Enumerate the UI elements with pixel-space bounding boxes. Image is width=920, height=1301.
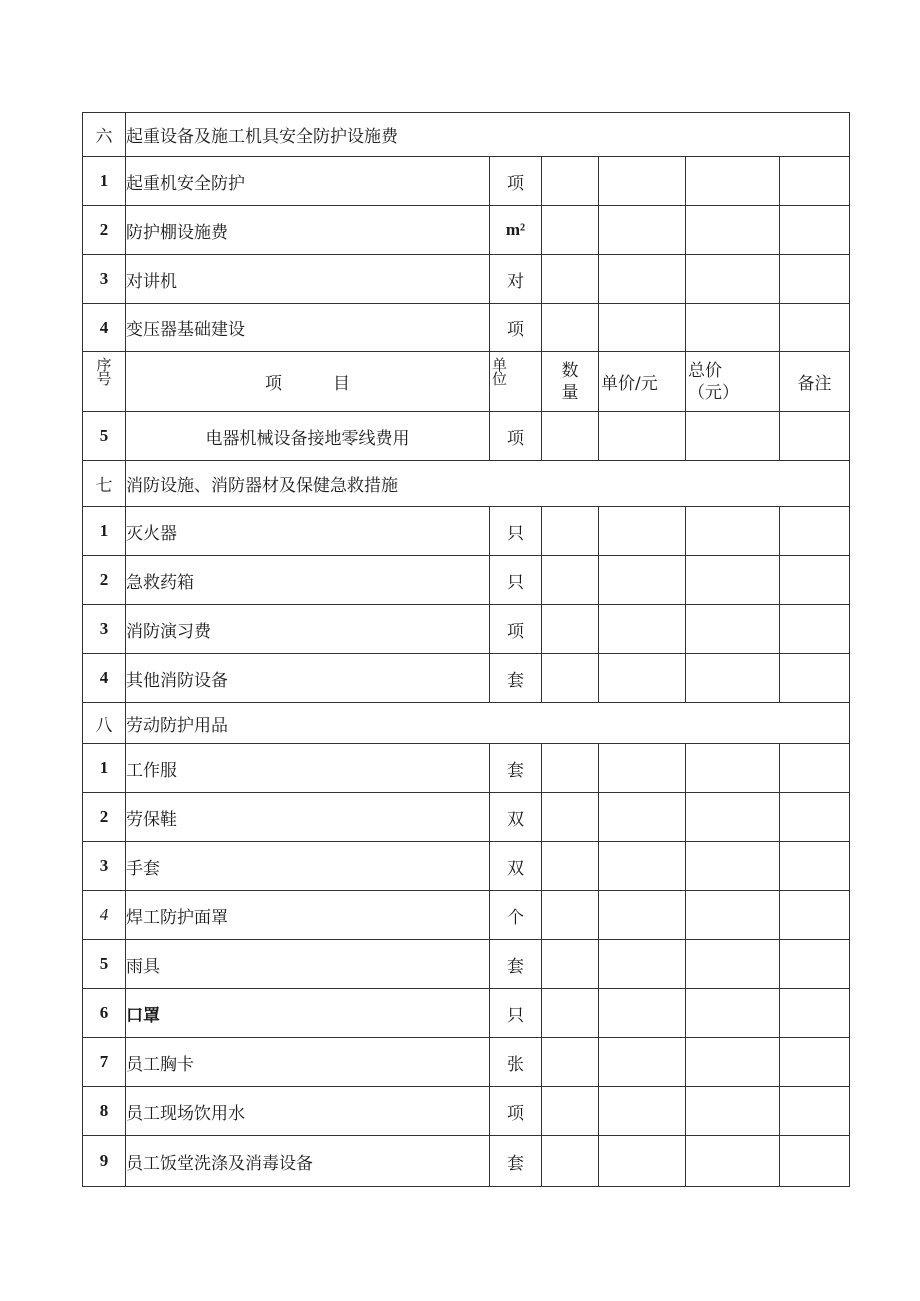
item-unit: 项 [490, 304, 542, 352]
header-quantity-line-1: 数 [561, 360, 579, 381]
row-number: 1 [83, 744, 126, 793]
item-unit: 套 [490, 940, 542, 989]
table-row [83, 507, 850, 556]
qty-cell[interactable] [542, 940, 599, 989]
remark-cell[interactable] [780, 1087, 850, 1136]
section-title: 劳动防护用品 [126, 703, 850, 744]
section-title: 消防设施、消防器材及保健急救措施 [126, 461, 850, 507]
item-unit: 双 [490, 793, 542, 842]
remark-cell[interactable] [780, 989, 850, 1038]
qty-cell[interactable] [542, 891, 599, 940]
remark-cell[interactable] [780, 255, 850, 304]
table-row [83, 1087, 850, 1136]
unit-price-cell[interactable] [599, 744, 686, 793]
table-row [83, 989, 850, 1038]
table-row [83, 412, 850, 461]
table-row [83, 1136, 850, 1187]
qty-cell[interactable] [542, 157, 599, 206]
unit-price-cell[interactable] [599, 891, 686, 940]
remark-cell[interactable] [780, 891, 850, 940]
unit-price-cell[interactable] [599, 842, 686, 891]
total-price-cell[interactable] [686, 605, 780, 654]
item-unit: 只 [490, 556, 542, 605]
header-number-line-1: 序 [96, 356, 112, 374]
row-number: 7 [83, 1038, 126, 1087]
item-name: 员工胸卡 [126, 1038, 490, 1087]
section-title: 起重设备及施工机具安全防护设施费 [126, 113, 850, 157]
table-row [83, 206, 850, 255]
header-quantity [542, 352, 599, 412]
row-number: 5 [83, 412, 126, 461]
row-number: 5 [83, 940, 126, 989]
total-price-cell[interactable] [686, 255, 780, 304]
qty-cell[interactable] [542, 1038, 599, 1087]
unit-price-cell[interactable] [599, 989, 686, 1038]
unit-price-cell[interactable] [599, 206, 686, 255]
section-row [83, 703, 850, 744]
item-name: 口罩 [126, 989, 490, 1038]
section-number: 八 [83, 703, 126, 744]
item-name: 手套 [126, 842, 490, 891]
qty-cell[interactable] [542, 1087, 599, 1136]
qty-cell[interactable] [542, 989, 599, 1038]
row-number: 3 [83, 842, 126, 891]
total-price-cell[interactable] [686, 507, 780, 556]
item-name: 消防演习费 [126, 605, 490, 654]
total-price-cell[interactable] [686, 1087, 780, 1136]
table-row [83, 255, 850, 304]
qty-cell[interactable] [542, 605, 599, 654]
qty-cell[interactable] [542, 842, 599, 891]
item-name: 起重机安全防护 [126, 157, 490, 206]
item-unit: 项 [490, 1087, 542, 1136]
header-unit-price: 单价/元 [599, 352, 686, 412]
unit-price-cell[interactable] [599, 793, 686, 842]
table-row [83, 556, 850, 605]
qty-cell[interactable] [542, 507, 599, 556]
row-number: 3 [83, 255, 126, 304]
total-price-cell[interactable] [686, 940, 780, 989]
table-row [83, 157, 850, 206]
qty-cell[interactable] [542, 556, 599, 605]
qty-cell[interactable] [542, 412, 599, 461]
qty-cell[interactable] [542, 744, 599, 793]
item-unit: 套 [490, 744, 542, 793]
total-price-cell[interactable] [686, 304, 780, 352]
header-unit-line-2: 位 [492, 370, 508, 388]
table-row [83, 793, 850, 842]
row-number: 2 [83, 556, 126, 605]
total-price-cell[interactable] [686, 157, 780, 206]
row-number: 6 [83, 989, 126, 1038]
total-price-cell[interactable] [686, 842, 780, 891]
header-unit [490, 352, 542, 412]
section-number: 七 [83, 461, 126, 507]
row-number: 9 [83, 1136, 126, 1187]
total-price-cell[interactable] [686, 989, 780, 1038]
unit-price-cell[interactable] [599, 412, 686, 461]
qty-cell[interactable] [542, 206, 599, 255]
unit-price-cell[interactable] [599, 940, 686, 989]
unit-price-cell[interactable] [599, 304, 686, 352]
table-row [83, 605, 850, 654]
table-header-row [83, 352, 850, 412]
total-price-cell[interactable] [686, 412, 780, 461]
item-unit: 只 [490, 507, 542, 556]
item-name: 员工现场饮用水 [126, 1087, 490, 1136]
item-unit: 项 [490, 412, 542, 461]
remark-cell[interactable] [780, 304, 850, 352]
item-name: 对讲机 [126, 255, 490, 304]
remark-cell[interactable] [780, 744, 850, 793]
cost-table [82, 112, 850, 1187]
item-name: 急救药箱 [126, 556, 490, 605]
unit-price-cell[interactable] [599, 1136, 686, 1187]
item-name: 防护棚设施费 [126, 206, 490, 255]
remark-cell[interactable] [780, 793, 850, 842]
row-number: 4 [83, 654, 126, 703]
item-name: 其他消防设备 [126, 654, 490, 703]
unit-price-cell[interactable] [599, 605, 686, 654]
item-unit: 套 [490, 654, 542, 703]
table-row [83, 891, 850, 940]
remark-cell[interactable] [780, 940, 850, 989]
qty-cell[interactable] [542, 255, 599, 304]
remark-cell[interactable] [780, 842, 850, 891]
unit-price-cell[interactable] [599, 157, 686, 206]
remark-cell[interactable] [780, 556, 850, 605]
table-row [83, 1038, 850, 1087]
total-price-cell[interactable] [686, 1038, 780, 1087]
header-item: 项 目 [126, 352, 490, 412]
item-name: 电器机械设备接地零线费用 [126, 412, 490, 461]
remark-cell[interactable] [780, 206, 850, 255]
row-number: 8 [83, 1087, 126, 1136]
item-name: 工作服 [126, 744, 490, 793]
table-row [83, 744, 850, 793]
row-number: 1 [83, 157, 126, 206]
item-name: 劳保鞋 [126, 793, 490, 842]
row-number: 4 [83, 891, 126, 940]
total-price-cell[interactable] [686, 744, 780, 793]
remark-cell[interactable] [780, 1136, 850, 1187]
remark-cell[interactable] [780, 507, 850, 556]
item-unit: 双 [490, 842, 542, 891]
item-unit: 只 [490, 989, 542, 1038]
item-unit: 个 [490, 891, 542, 940]
header-total-line-1: 总价 [688, 360, 722, 381]
unit-price-cell[interactable] [599, 556, 686, 605]
row-number: 2 [83, 206, 126, 255]
remark-cell[interactable] [780, 412, 850, 461]
header-quantity-line-2: 量 [561, 382, 579, 403]
row-number: 1 [83, 507, 126, 556]
qty-cell[interactable] [542, 1136, 599, 1187]
total-price-cell[interactable] [686, 206, 780, 255]
item-unit: 项 [490, 605, 542, 654]
qty-cell[interactable] [542, 654, 599, 703]
total-price-cell[interactable] [686, 1136, 780, 1187]
header-number-line-2: 号 [96, 370, 112, 388]
qty-cell[interactable] [542, 793, 599, 842]
item-unit: 套 [490, 1136, 542, 1187]
total-price-cell[interactable] [686, 556, 780, 605]
header-remark: 备注 [780, 352, 850, 412]
total-price-cell[interactable] [686, 793, 780, 842]
total-price-cell[interactable] [686, 891, 780, 940]
table-row [83, 654, 850, 703]
remark-cell[interactable] [780, 605, 850, 654]
section-number: 六 [83, 113, 126, 157]
row-number: 4 [83, 304, 126, 352]
header-total-line-2: （元） [688, 382, 739, 403]
header-total-price [686, 352, 780, 412]
unit-price-cell[interactable] [599, 255, 686, 304]
unit-price-cell[interactable] [599, 654, 686, 703]
total-price-cell[interactable] [686, 654, 780, 703]
remark-cell[interactable] [780, 1038, 850, 1087]
unit-price-cell[interactable] [599, 507, 686, 556]
item-unit: m² [490, 206, 542, 255]
table-row [83, 842, 850, 891]
item-name: 员工饭堂洗涤及消毒设备 [126, 1136, 490, 1187]
remark-cell[interactable] [780, 654, 850, 703]
row-number: 3 [83, 605, 126, 654]
remark-cell[interactable] [780, 157, 850, 206]
item-name: 焊工防护面罩 [126, 891, 490, 940]
table-row [83, 304, 850, 352]
item-name: 变压器基础建设 [126, 304, 490, 352]
unit-price-cell[interactable] [599, 1038, 686, 1087]
header-unit-line-1: 单 [492, 356, 508, 374]
qty-cell[interactable] [542, 304, 599, 352]
item-name: 灭火器 [126, 507, 490, 556]
section-row [83, 113, 850, 157]
item-unit: 项 [490, 157, 542, 206]
item-unit: 张 [490, 1038, 542, 1087]
item-name: 雨具 [126, 940, 490, 989]
row-number: 2 [83, 793, 126, 842]
header-number [83, 352, 126, 412]
unit-price-cell[interactable] [599, 1087, 686, 1136]
item-unit: 对 [490, 255, 542, 304]
section-row [83, 461, 850, 507]
table-row [83, 940, 850, 989]
